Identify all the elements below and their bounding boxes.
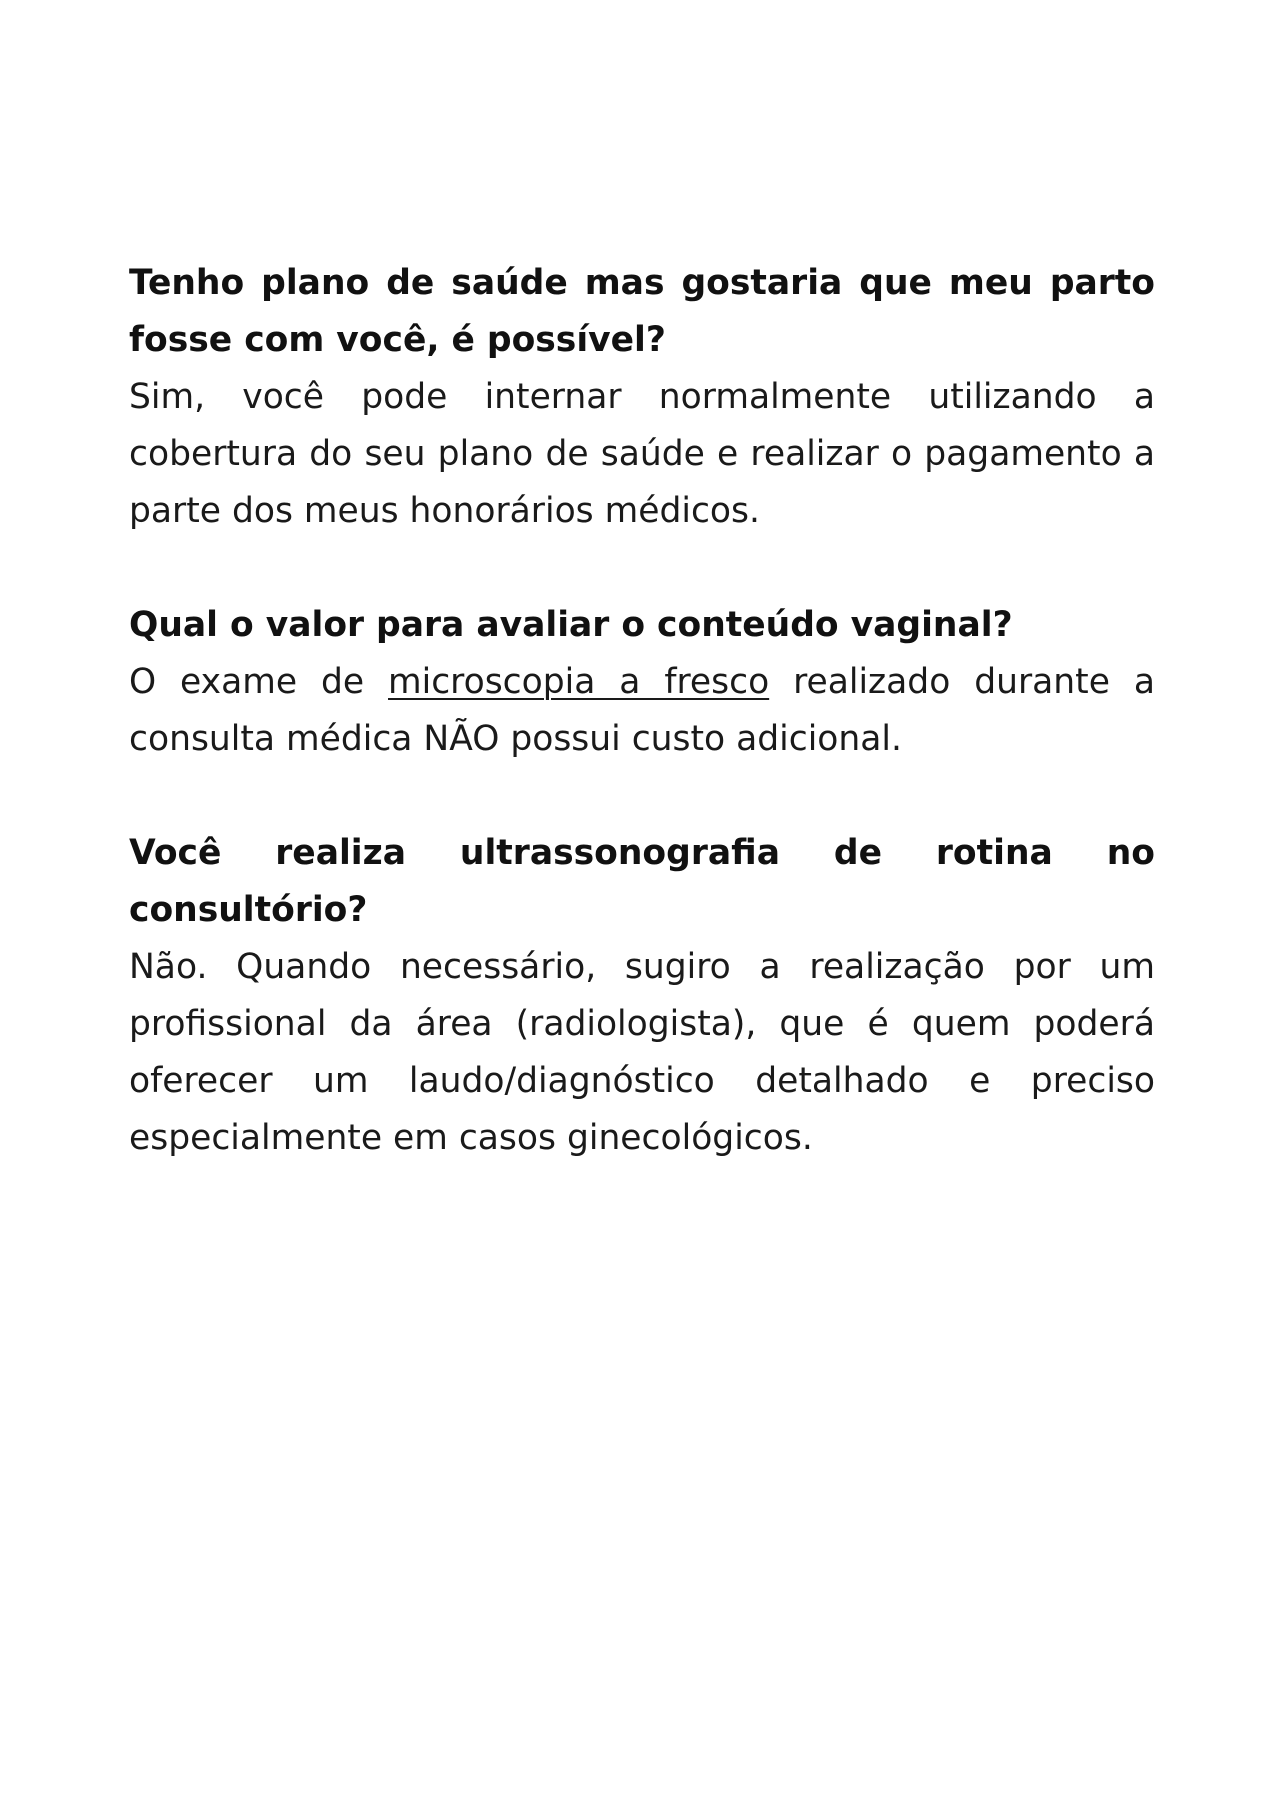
- faq-answer: Sim, você pode internar normalmente utilizando a cobertura do seu plano de saúde e realizar o pagamento a parte dos meus honorários médicos.: [129, 377, 1155, 531]
- faq-item-vaginal-exam: [129, 597, 1155, 768]
- faq-item-ultrasound: [129, 825, 1155, 1167]
- faq-question: Tenho plano de saúde mas gostaria que meu parto fosse com você, é possível?: [129, 263, 1155, 360]
- faq-item-health-plan: [129, 255, 1155, 540]
- microscopia-link-text: microscopia a fresco: [388, 662, 770, 702]
- faq-answer: [129, 654, 1155, 768]
- faq-answer-text-after: realizado durante a consulta médica NÃO possui custo adicional.: [129, 662, 1155, 759]
- faq-answer: Não. Quando necessário, sugiro a realização por um profissional da área (radiologista), que é quem poderá oferecer um laudo/diagnóstico detalhado e preciso especialmente em casos ginecológicos.: [129, 947, 1155, 1158]
- faq-question: Qual o valor para avaliar o conteúdo vaginal?: [129, 605, 1013, 645]
- faq-question: Você realiza ultrassonografia de rotina no consultório?: [129, 833, 1155, 930]
- faq-document: [129, 255, 1155, 1224]
- faq-answer-text-before: O exame de: [129, 662, 389, 702]
